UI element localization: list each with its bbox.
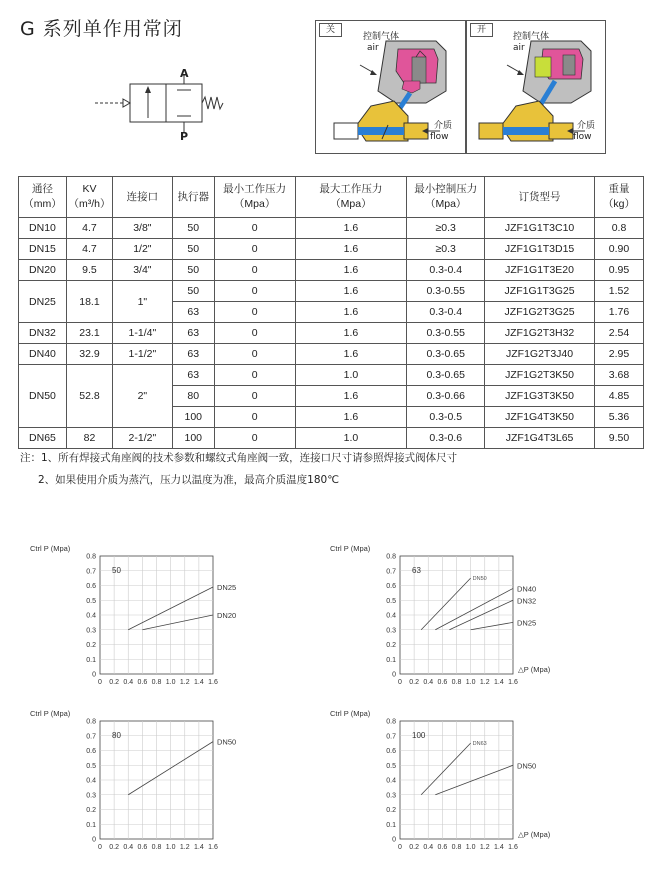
cell-max-pressure: 1.6 bbox=[295, 218, 407, 239]
cell-min-pressure: 0 bbox=[214, 323, 295, 344]
cell-size: DN65 bbox=[19, 428, 67, 449]
series-label: DN25 bbox=[217, 582, 237, 592]
y-axis-label: Ctrl P (Mpa) bbox=[30, 709, 71, 718]
medium-label: 介质 bbox=[434, 121, 453, 131]
x-tick-label: 0.4 bbox=[123, 679, 134, 686]
cell-size: DN40 bbox=[19, 344, 67, 365]
cell-max-pressure: 1.6 bbox=[295, 302, 407, 323]
cell-kv: 82 bbox=[66, 428, 112, 449]
flow-label: flow bbox=[573, 132, 592, 142]
column-header bbox=[66, 177, 112, 218]
ctrl-pressure-chart-50 bbox=[20, 540, 280, 690]
cell-max-pressure: 1.6 bbox=[295, 386, 407, 407]
y-tick-label: 0.4 bbox=[86, 777, 96, 785]
cell-max-pressure: 1.6 bbox=[295, 260, 407, 281]
chart-title: 100 bbox=[412, 731, 426, 740]
x-tick-label: 0.2 bbox=[409, 679, 419, 686]
cell-weight: 4.85 bbox=[594, 386, 643, 407]
series-label: DN50 bbox=[517, 761, 537, 771]
control-gas-label: 控制气体 bbox=[513, 32, 550, 42]
flow-label: flow bbox=[430, 132, 449, 142]
column-header-label: 连接口 bbox=[126, 190, 159, 203]
cell-model: JZF1G2T3G25 bbox=[485, 302, 595, 323]
air-label: air bbox=[513, 43, 525, 53]
cell-max-pressure: 1.6 bbox=[295, 407, 407, 428]
column-header bbox=[172, 177, 214, 218]
y-axis-label: Ctrl P (Mpa) bbox=[330, 544, 371, 553]
series-line bbox=[421, 578, 470, 630]
valve-state-label: 关 bbox=[319, 23, 342, 37]
column-header-label: 执行器 bbox=[177, 190, 209, 203]
ctrl-pressure-chart-63 bbox=[320, 540, 600, 690]
cell-port: 1/2" bbox=[112, 239, 172, 260]
cell-model: JZF1G4T3K50 bbox=[485, 407, 595, 428]
x-tick-label: 0.4 bbox=[423, 679, 434, 686]
cell-size: DN20 bbox=[19, 260, 67, 281]
cell-min-pressure: 0 bbox=[214, 260, 295, 281]
table-row bbox=[19, 323, 644, 344]
cell-model: JZF1G2T3J40 bbox=[485, 344, 595, 365]
y-tick-label: 0.3 bbox=[386, 792, 396, 800]
cell-model: JZF1G1T3E20 bbox=[485, 260, 595, 281]
column-header-label: 订货型号 bbox=[518, 190, 561, 203]
chart-title: 63 bbox=[412, 566, 421, 575]
x-tick-label: 1.6 bbox=[508, 844, 518, 851]
series-line bbox=[471, 622, 513, 629]
y-axis-label: Ctrl P (Mpa) bbox=[330, 709, 371, 718]
cell-weight: 1.76 bbox=[594, 302, 643, 323]
column-header bbox=[594, 177, 643, 218]
y-tick-label: 0.7 bbox=[386, 568, 396, 576]
cell-weight: 0.95 bbox=[594, 260, 643, 281]
cell-model: JZF1G3T3K50 bbox=[485, 386, 595, 407]
spec-table bbox=[18, 176, 644, 449]
x-tick-label: 1.0 bbox=[165, 844, 176, 851]
x-tick-label: 1.4 bbox=[494, 679, 504, 686]
x-tick-label: 0 bbox=[398, 844, 402, 851]
cell-actuator: 50 bbox=[172, 218, 214, 239]
y-tick-label: 0 bbox=[392, 836, 396, 844]
y-tick-label: 0.6 bbox=[86, 583, 96, 590]
cell-kv: 4.7 bbox=[66, 218, 112, 239]
y-tick-label: 0.2 bbox=[86, 642, 96, 649]
cell-max-pressure: 1.0 bbox=[295, 428, 407, 449]
series-label: DN32 bbox=[517, 596, 537, 606]
column-header-unit: （mm） bbox=[23, 198, 62, 210]
cell-kv: 23.1 bbox=[66, 323, 112, 344]
x-tick-label: 0 bbox=[98, 679, 102, 686]
ctrl-pressure-chart-80 bbox=[20, 705, 280, 855]
cell-ctrl-pressure: 0.3-0.65 bbox=[407, 344, 485, 365]
y-tick-label: 0.8 bbox=[86, 553, 96, 561]
x-tick-label: 1.2 bbox=[179, 679, 190, 686]
valve-view-closed bbox=[315, 20, 466, 154]
y-tick-label: 0.6 bbox=[386, 748, 396, 755]
y-tick-label: 0.7 bbox=[86, 568, 96, 576]
x-tick-label: 0 bbox=[398, 679, 402, 686]
cell-ctrl-pressure: 0.3-0.55 bbox=[407, 281, 485, 302]
column-header-unit: （Mpa） bbox=[424, 198, 467, 210]
y-tick-label: 0.3 bbox=[86, 792, 96, 800]
cell-size: DN25 bbox=[19, 281, 67, 323]
column-header bbox=[19, 177, 67, 218]
port-a-label: A bbox=[180, 67, 189, 80]
x-tick-label: 0.8 bbox=[151, 679, 162, 686]
cell-actuator: 50 bbox=[172, 281, 214, 302]
y-tick-label: 0.3 bbox=[386, 627, 396, 635]
y-tick-label: 0.5 bbox=[86, 762, 96, 770]
y-tick-label: 0.2 bbox=[386, 642, 396, 649]
cell-actuator: 80 bbox=[172, 386, 214, 407]
table-row bbox=[19, 239, 644, 260]
cell-model: JZF1G1T3D15 bbox=[485, 239, 595, 260]
column-header-label: 最大工作压力 bbox=[319, 183, 383, 195]
y-tick-label: 0.8 bbox=[86, 718, 96, 726]
y-tick-label: 0.8 bbox=[386, 718, 396, 726]
x-tick-label: 0.2 bbox=[409, 844, 419, 851]
table-row bbox=[19, 428, 644, 449]
note-1: 注：1、所有焊接式角座阀的技术参数和螺纹式角座阀一致，连接口尺寸请参照焊接式阀体尺寸 bbox=[20, 452, 458, 464]
y-tick-label: 0.5 bbox=[386, 762, 396, 770]
control-gas-label: 控制气体 bbox=[363, 32, 400, 42]
x-tick-label: 0.6 bbox=[437, 844, 448, 851]
valve-view-open bbox=[466, 20, 606, 154]
y-tick-label: 0.6 bbox=[86, 748, 96, 755]
cell-ctrl-pressure: ≥0.3 bbox=[407, 239, 485, 260]
table-row bbox=[19, 260, 644, 281]
y-tick-label: 0.8 bbox=[386, 553, 396, 561]
y-tick-label: 0.4 bbox=[386, 612, 396, 620]
column-header-label: 重量 bbox=[608, 183, 630, 195]
x-tick-label: 1.2 bbox=[479, 844, 490, 851]
cell-actuator: 63 bbox=[172, 323, 214, 344]
cell-ctrl-pressure: 0.3-0.5 bbox=[407, 407, 485, 428]
cell-max-pressure: 1.6 bbox=[295, 323, 407, 344]
x-tick-label: 0.8 bbox=[451, 844, 462, 851]
y-tick-label: 0.2 bbox=[86, 807, 96, 814]
cell-port: 2" bbox=[112, 365, 172, 428]
cell-port: 1" bbox=[112, 281, 172, 323]
series-label: DN63 bbox=[472, 741, 487, 748]
x-tick-label: 1.6 bbox=[508, 679, 518, 686]
table-row bbox=[19, 281, 644, 302]
cell-model: JZF1G2T3K50 bbox=[485, 365, 595, 386]
cell-actuator: 50 bbox=[172, 239, 214, 260]
cell-kv: 18.1 bbox=[66, 281, 112, 323]
cell-size: DN50 bbox=[19, 365, 67, 428]
x-tick-label: 1.2 bbox=[479, 679, 490, 686]
x-tick-label: 1.4 bbox=[194, 844, 204, 851]
series-line bbox=[421, 743, 470, 795]
port-p-label: P bbox=[180, 130, 189, 143]
cell-ctrl-pressure: 0.3-0.55 bbox=[407, 323, 485, 344]
x-tick-label: 0.4 bbox=[123, 844, 134, 851]
cell-min-pressure: 0 bbox=[214, 407, 295, 428]
note-2: 2、如果使用介质为蒸汽，压力以温度为准，最高介质温度180℃ bbox=[38, 474, 340, 486]
cell-min-pressure: 0 bbox=[214, 302, 295, 323]
x-tick-label: 0.8 bbox=[451, 679, 462, 686]
cell-kv: 4.7 bbox=[66, 239, 112, 260]
column-header-label: 通径 bbox=[31, 183, 53, 195]
y-tick-label: 0.7 bbox=[386, 733, 396, 741]
y-tick-label: 0.1 bbox=[86, 821, 96, 829]
y-tick-label: 0 bbox=[92, 836, 96, 844]
column-header bbox=[407, 177, 485, 218]
cell-kv: 52.8 bbox=[66, 365, 112, 428]
x-tick-label: 1.2 bbox=[179, 844, 190, 851]
cell-port: 2-1/2" bbox=[112, 428, 172, 449]
cell-weight: 9.50 bbox=[594, 428, 643, 449]
x-axis-label: △P (Mpa) bbox=[518, 665, 551, 674]
cell-port: 3/4" bbox=[112, 260, 172, 281]
x-axis-label: △P (Mpa) bbox=[518, 830, 551, 839]
y-tick-label: 0.2 bbox=[386, 807, 396, 814]
cell-size: DN10 bbox=[19, 218, 67, 239]
y-tick-label: 0.5 bbox=[386, 597, 396, 605]
chart-title: 80 bbox=[112, 731, 121, 740]
x-tick-label: 0 bbox=[98, 844, 102, 851]
cell-weight: 0.90 bbox=[594, 239, 643, 260]
column-header-label: KV bbox=[82, 183, 97, 195]
series-label: DN20 bbox=[217, 611, 237, 620]
x-tick-label: 1.6 bbox=[208, 679, 218, 686]
x-tick-label: 0.4 bbox=[423, 844, 434, 851]
cell-ctrl-pressure: 0.3-0.65 bbox=[407, 365, 485, 386]
cell-model: JZF1G1T3C10 bbox=[485, 218, 595, 239]
y-tick-label: 0.1 bbox=[386, 821, 396, 829]
cell-weight: 5.36 bbox=[594, 407, 643, 428]
column-header-label: 最小控制压力 bbox=[414, 183, 478, 195]
x-tick-label: 0.6 bbox=[137, 679, 148, 686]
cell-actuator: 100 bbox=[172, 407, 214, 428]
cell-min-pressure: 0 bbox=[214, 386, 295, 407]
cell-port: 1-1/4" bbox=[112, 323, 172, 344]
cell-ctrl-pressure: ≥0.3 bbox=[407, 218, 485, 239]
column-header bbox=[295, 177, 407, 218]
table-row bbox=[19, 365, 644, 386]
air-label: air bbox=[367, 43, 379, 53]
column-header bbox=[214, 177, 295, 218]
cell-actuator: 100 bbox=[172, 428, 214, 449]
cell-weight: 3.68 bbox=[594, 365, 643, 386]
table-row bbox=[19, 218, 644, 239]
y-tick-label: 0.4 bbox=[386, 777, 396, 785]
y-tick-label: 0.7 bbox=[86, 733, 96, 741]
y-tick-label: 0.1 bbox=[86, 656, 96, 664]
cell-min-pressure: 0 bbox=[214, 365, 295, 386]
cell-min-pressure: 0 bbox=[214, 218, 295, 239]
chart-title: 50 bbox=[112, 566, 121, 575]
y-tick-label: 0 bbox=[392, 671, 396, 679]
y-axis-label: Ctrl P (Mpa) bbox=[30, 544, 71, 553]
series-label: DN40 bbox=[517, 584, 537, 594]
table-header-row bbox=[19, 177, 644, 218]
y-tick-label: 0.5 bbox=[86, 597, 96, 605]
y-tick-label: 0.3 bbox=[86, 627, 96, 635]
y-tick-label: 0.1 bbox=[386, 656, 396, 664]
cell-model: JZF1G1T3G25 bbox=[485, 281, 595, 302]
column-header bbox=[485, 177, 595, 218]
series-label: DN25 bbox=[517, 618, 537, 628]
ctrl-pressure-chart-100 bbox=[320, 705, 600, 855]
cell-ctrl-pressure: 0.3-0.4 bbox=[407, 260, 485, 281]
column-header-unit: （Mpa） bbox=[233, 198, 276, 210]
cell-weight: 1.52 bbox=[594, 281, 643, 302]
x-tick-label: 1.0 bbox=[165, 679, 176, 686]
cell-actuator: 63 bbox=[172, 344, 214, 365]
cell-size: DN15 bbox=[19, 239, 67, 260]
x-tick-label: 1.4 bbox=[494, 844, 504, 851]
cell-min-pressure: 0 bbox=[214, 428, 295, 449]
x-tick-label: 0.2 bbox=[109, 679, 119, 686]
cell-ctrl-pressure: 0.3-0.66 bbox=[407, 386, 485, 407]
x-tick-label: 1.0 bbox=[465, 679, 476, 686]
cell-min-pressure: 0 bbox=[214, 344, 295, 365]
cell-ctrl-pressure: 0.3-0.4 bbox=[407, 302, 485, 323]
cell-actuator: 63 bbox=[172, 302, 214, 323]
series-label: DN50 bbox=[217, 737, 237, 747]
table-header bbox=[19, 177, 644, 218]
y-tick-label: 0 bbox=[92, 671, 96, 679]
medium-label: 介质 bbox=[577, 121, 596, 131]
cell-max-pressure: 1.6 bbox=[295, 281, 407, 302]
valve-state-label: 开 bbox=[470, 23, 493, 37]
cell-ctrl-pressure: 0.3-0.6 bbox=[407, 428, 485, 449]
page-title: G 系列单作用常闭 bbox=[20, 18, 183, 40]
x-tick-label: 1.6 bbox=[208, 844, 218, 851]
x-tick-label: 0.6 bbox=[137, 844, 148, 851]
column-header bbox=[112, 177, 172, 218]
column-header-label: 最小工作压力 bbox=[223, 183, 287, 195]
x-tick-label: 0.6 bbox=[437, 679, 448, 686]
cell-max-pressure: 1.6 bbox=[295, 239, 407, 260]
cell-model: JZF1G4T3L65 bbox=[485, 428, 595, 449]
x-tick-label: 1.0 bbox=[465, 844, 476, 851]
series-label: DN50 bbox=[472, 576, 487, 583]
cell-actuator: 50 bbox=[172, 260, 214, 281]
column-header-unit: （Mpa） bbox=[330, 198, 372, 210]
cell-kv: 9.5 bbox=[66, 260, 112, 281]
cell-max-pressure: 1.6 bbox=[295, 344, 407, 365]
cell-kv: 32.9 bbox=[66, 344, 112, 365]
column-header-unit: （kg） bbox=[602, 198, 636, 210]
cell-weight: 2.95 bbox=[594, 344, 643, 365]
cell-size: DN32 bbox=[19, 323, 67, 344]
series-line bbox=[435, 588, 513, 629]
cell-min-pressure: 0 bbox=[214, 281, 295, 302]
valve-symbol bbox=[95, 66, 235, 146]
cell-port: 3/8" bbox=[112, 218, 172, 239]
cell-min-pressure: 0 bbox=[214, 239, 295, 260]
cell-max-pressure: 1.0 bbox=[295, 365, 407, 386]
cell-port: 1-1/2" bbox=[112, 344, 172, 365]
column-header-unit: （m³/h） bbox=[68, 198, 111, 210]
table-row bbox=[19, 344, 644, 365]
cell-weight: 0.8 bbox=[594, 218, 643, 239]
x-tick-label: 0.2 bbox=[109, 844, 119, 851]
y-tick-label: 0.4 bbox=[86, 612, 96, 620]
y-tick-label: 0.6 bbox=[386, 583, 396, 590]
x-tick-label: 0.8 bbox=[151, 844, 162, 851]
cell-weight: 2.54 bbox=[594, 323, 643, 344]
cell-actuator: 63 bbox=[172, 365, 214, 386]
cell-model: JZF1G2T3H32 bbox=[485, 323, 595, 344]
x-tick-label: 1.4 bbox=[194, 679, 204, 686]
table-body bbox=[19, 218, 644, 449]
